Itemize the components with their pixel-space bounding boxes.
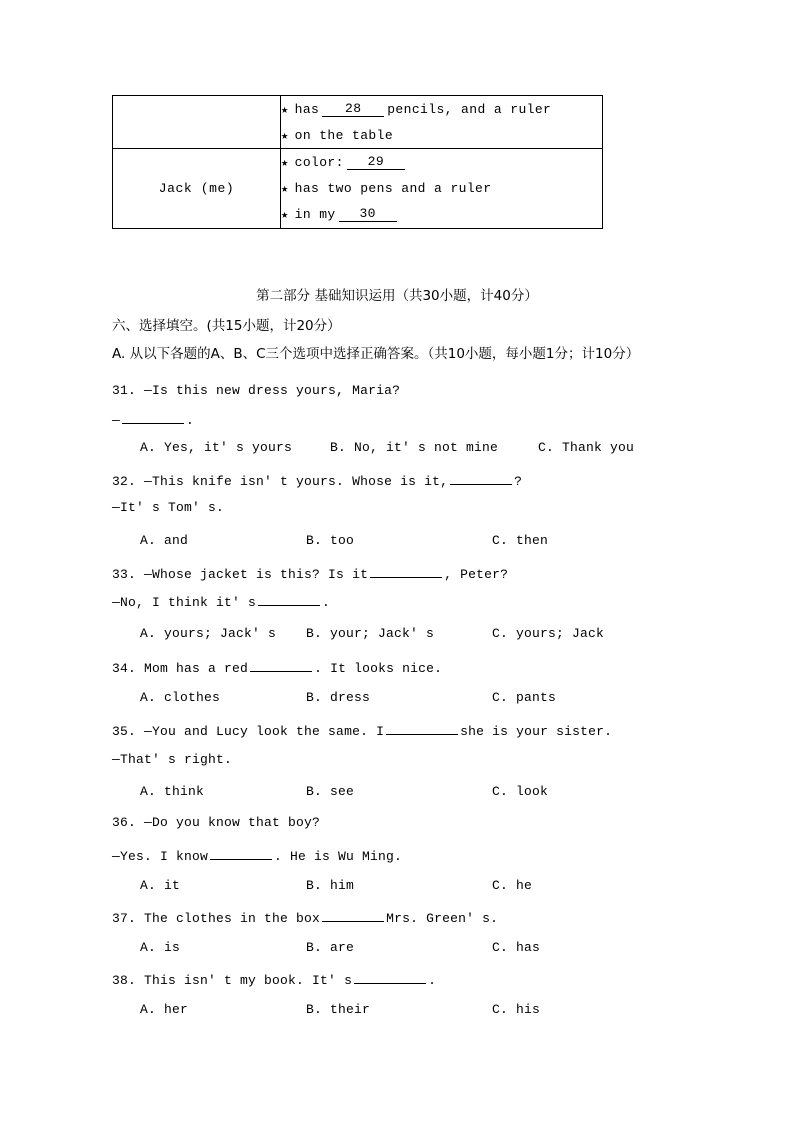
answer-blank-29[interactable]: 29: [347, 155, 405, 170]
answer-blank[interactable]: [258, 593, 320, 606]
question-text-end: .: [428, 973, 437, 988]
detail-line: [281, 123, 602, 148]
student-items-table: [112, 95, 603, 229]
detail-line: [281, 96, 602, 123]
question-number: 37.: [112, 911, 137, 926]
option-c[interactable]: C. look: [492, 784, 549, 799]
detail-line: [281, 149, 602, 176]
question-number: 31.: [112, 383, 137, 398]
question-text: —Is this new dress yours, Maria?: [144, 383, 401, 398]
option-b[interactable]: B. see: [306, 784, 355, 799]
question-text: The clothes in the box: [144, 911, 321, 926]
reply-text: —No, I think it' s: [112, 595, 257, 610]
option-a[interactable]: A. yours; Jack' s: [140, 626, 277, 641]
option-c[interactable]: C. he: [492, 878, 533, 893]
question-38-options: [140, 1002, 794, 1020]
question-text-end: . It looks nice.: [314, 661, 443, 676]
answer-blank[interactable]: [322, 909, 384, 922]
option-a[interactable]: A. and: [140, 533, 189, 548]
question-33-stem: [112, 565, 508, 582]
answer-blank[interactable]: [354, 971, 426, 984]
detail-suffix: pencils, and a ruler: [387, 102, 552, 117]
table-row: [113, 96, 603, 149]
option-c[interactable]: C. then: [492, 533, 549, 548]
question-36-options: [140, 878, 794, 896]
reply-end: . He is Wu Ming.: [274, 849, 403, 864]
reply-dash: —: [112, 413, 121, 428]
question-text: Mom has a red: [144, 661, 249, 676]
option-a[interactable]: A. clothes: [140, 690, 221, 705]
option-c[interactable]: C. has: [492, 940, 541, 955]
detail-prefix: on the table: [294, 128, 394, 143]
table-row: [113, 149, 603, 229]
detail-prefix: in my: [294, 207, 336, 222]
row-name-label: Jack (me): [158, 181, 235, 196]
question-text-end: Mrs. Green' s.: [386, 911, 499, 926]
question-31-reply: [112, 411, 194, 428]
section-heading-six: 六、选择填空。(共15小题，计20分）: [112, 318, 341, 334]
question-text: —You and Lucy look the same. I: [144, 724, 385, 739]
detail-prefix: color:: [294, 155, 344, 170]
answer-blank[interactable]: [386, 722, 458, 735]
question-text: —Do you know that boy?: [144, 815, 321, 830]
question-text-end: she is your sister.: [460, 724, 613, 739]
question-36-reply: [112, 847, 402, 864]
option-b[interactable]: B. your; Jack' s: [306, 626, 435, 641]
question-number: 38.: [112, 973, 137, 988]
question-32-options: [140, 533, 794, 551]
question-31-stem: [112, 383, 400, 398]
question-31-options: [140, 440, 794, 458]
question-32-stem: [112, 472, 522, 489]
question-38-stem: [112, 971, 436, 988]
option-a[interactable]: A. think: [140, 784, 205, 799]
answer-blank-30[interactable]: 30: [339, 207, 397, 222]
detail-prefix: has: [294, 102, 320, 117]
question-37-options: [140, 940, 794, 958]
question-35-options: [140, 784, 794, 802]
answer-blank[interactable]: [122, 411, 184, 424]
option-a[interactable]: A. it: [140, 878, 181, 893]
option-b[interactable]: B. him: [306, 878, 355, 893]
question-37-stem: [112, 909, 498, 926]
star-icon: ★: [281, 102, 289, 117]
row-name-cell: [113, 96, 281, 149]
question-34-options: [140, 690, 794, 708]
option-c[interactable]: C. his: [492, 1002, 541, 1017]
question-34-stem: [112, 659, 442, 676]
question-35-reply: —That' s right.: [112, 752, 233, 767]
instruction-a: A. 从以下各题的A、B、C三个选项中选择正确答案。（共10小题，每小题1分；计10分）: [112, 346, 640, 362]
option-b[interactable]: B. too: [306, 533, 355, 548]
question-33-reply: [112, 593, 330, 610]
option-a[interactable]: A. Yes, it' s yours: [140, 440, 293, 455]
answer-blank[interactable]: [450, 472, 512, 485]
option-b[interactable]: B. are: [306, 940, 355, 955]
answer-blank[interactable]: [250, 659, 312, 672]
reply-text: —Yes. I know: [112, 849, 209, 864]
answer-blank[interactable]: [370, 565, 442, 578]
question-36-stem: [112, 815, 320, 830]
detail-line: [281, 176, 602, 201]
star-icon: ★: [281, 207, 289, 222]
option-b[interactable]: B. dress: [306, 690, 371, 705]
detail-prefix: has two pens and a ruler: [294, 181, 492, 196]
option-b[interactable]: B. their: [306, 1002, 371, 1017]
question-text: This isn' t my book. It' s: [144, 973, 353, 988]
question-text: —This knife isn' t yours. Whose is it,: [144, 474, 449, 489]
question-text-end: , Peter?: [444, 567, 509, 582]
star-icon: ★: [281, 181, 289, 196]
question-number: 32.: [112, 474, 137, 489]
question-text: —Whose jacket is this? Is it: [144, 567, 369, 582]
option-c[interactable]: C. Thank you: [538, 440, 635, 455]
part-title: 第二部分 基础知识运用（共30小题，计40分）: [256, 288, 538, 304]
question-35-stem: [112, 722, 612, 739]
option-c[interactable]: C. yours; Jack: [492, 626, 605, 641]
star-icon: ★: [281, 128, 289, 143]
answer-blank-28[interactable]: 28: [322, 102, 384, 117]
detail-line: [281, 201, 602, 228]
question-number: 35.: [112, 724, 137, 739]
answer-blank[interactable]: [210, 847, 272, 860]
question-32-reply: —It' s Tom' s.: [112, 500, 225, 515]
question-number: 36.: [112, 815, 137, 830]
option-c[interactable]: C. pants: [492, 690, 557, 705]
star-icon: ★: [281, 155, 289, 170]
question-number: 33.: [112, 567, 137, 582]
option-a[interactable]: A. is: [140, 940, 181, 955]
row-detail-cell: [281, 96, 603, 149]
option-b[interactable]: B. No, it' s not mine: [330, 440, 499, 455]
question-number: 34.: [112, 661, 137, 676]
reply-end: .: [186, 413, 195, 428]
question-33-options: [140, 626, 794, 644]
question-text-end: ?: [514, 474, 523, 489]
row-name-cell: [113, 149, 281, 229]
option-a[interactable]: A. her: [140, 1002, 189, 1017]
row-detail-cell: [281, 149, 603, 229]
reply-end: .: [322, 595, 331, 610]
